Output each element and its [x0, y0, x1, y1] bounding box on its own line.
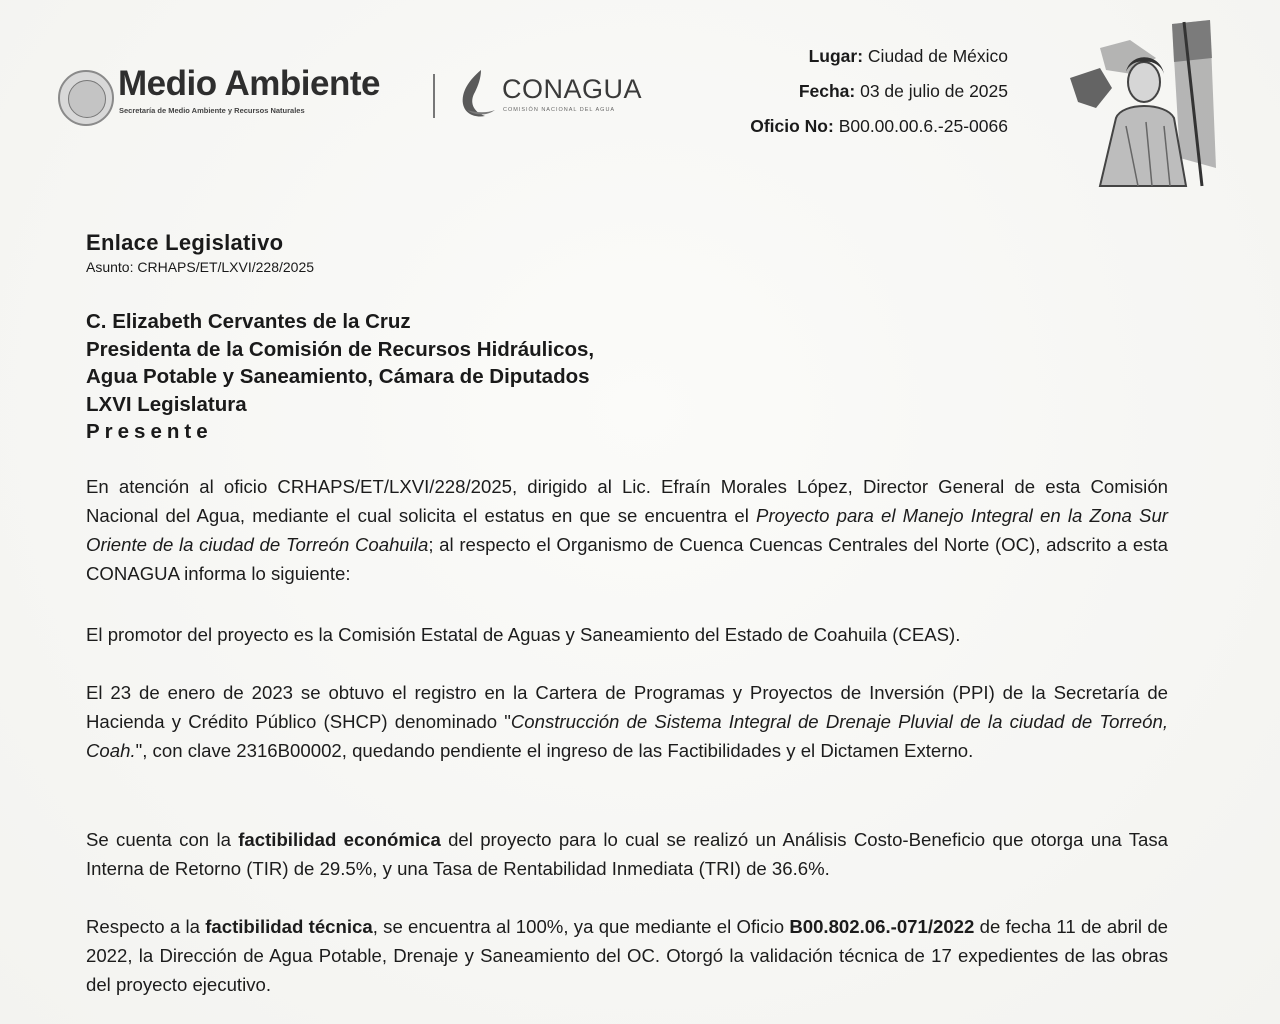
p2-text: El promotor del proyecto es la Comisión Estatal de Aguas y Saneamiento del Estado de Coahuila (CEAS).	[86, 624, 961, 645]
p3-project-name: Construcción de Sistema Integral de Drenaje Pluvial de la ciudad de Torreón, Coah.	[86, 711, 1168, 761]
medio-ambiente-subtitle: Secretaría de Medio Ambiente y Recursos Naturales	[119, 106, 305, 115]
p1-text-a: En atención al oficio CRHAPS/ET/LXVI/228/2025, dirigido al Lic. Efraín Morales López, Director General de esta Comisión Nacional del Agua, mediante el cual solicita el estatus en que se encuentra el	[86, 476, 1168, 526]
p1-project-name: Proyecto para el Manejo Integral en la Zona Sur Oriente de la ciudad de Torreón Coahuila	[86, 505, 1168, 555]
p4-bold-term: factibilidad económica	[238, 829, 441, 850]
oficio-line	[750, 116, 1008, 137]
p3-text-b: ", con clave 2316B00002, quedando pendiente el ingreso de las Factibilidades y el Dictamen Externo.	[135, 740, 974, 761]
heroine-flag-illustration	[1060, 18, 1226, 188]
greeting: Presente	[86, 420, 213, 443]
p5-text-a: Respecto a la	[86, 916, 206, 937]
p1-text-b: ; al respecto el Organismo de Cuenca Cuencas Centrales del Norte (OC), adscrito a esta CONAGUA informa lo siguiente:	[86, 534, 1168, 584]
addressee-role-2: Agua Potable y Saneamiento, Cámara de Diputados	[86, 365, 590, 388]
p5-text-c: de fecha 11 de abril de 2022, la Dirección de Agua Potable, Drenaje y Saneamiento del OC. Otorgó la validación técnica de 17 expedientes de las obras del proyecto ejecutivo.	[86, 916, 1168, 995]
p3-text-a: El 23 de enero de 2023 se obtuvo el registro en la Cartera de Programas y Proyectos de Inversión (PPI) de la Secretaría de Hacienda y Crédito Público (SHCP) denominado "	[86, 682, 1168, 732]
oficio-label: Oficio No:	[750, 116, 834, 136]
p4-text-b: del proyecto para lo cual se realizó un Análisis Costo-Beneficio que otorga una Tasa Interna de Retorno (TIR) de 29.5%, y una Tasa de Rentabilidad Inmediata (TRI) de 36.6%.	[86, 829, 1168, 879]
p5-text-b: , se encuentra al 100%, ya que mediante el Oficio	[372, 916, 790, 937]
oficio-value: B00.00.00.6.-25-0066	[838, 116, 1008, 136]
lugar-line	[809, 46, 1008, 67]
conagua-logo: CONAGUA	[502, 74, 643, 104]
p5-bold-term: factibilidad técnica	[205, 916, 373, 937]
fecha-value: 03 de julio de 2025	[860, 81, 1008, 101]
medio-ambiente-logo: Medio Ambiente	[118, 64, 380, 103]
lugar-label: Lugar:	[808, 46, 864, 66]
addressee-name: C. Elizabeth Cervantes de la Cruz	[86, 310, 411, 333]
asunto-line: Asunto: CRHAPS/ET/LXVI/228/2025	[86, 259, 315, 275]
paragraph-5	[86, 912, 1168, 999]
lugar-value: Ciudad de México	[867, 46, 1008, 66]
addressee-legislature: LXVI Legislatura	[86, 393, 247, 416]
conagua-drop-icon	[455, 66, 497, 120]
conagua-subtitle: COMISIÓN NACIONAL DEL AGUA	[503, 107, 616, 113]
mexico-seal-icon	[58, 70, 114, 126]
paragraph-4	[86, 825, 1168, 883]
fecha-line	[799, 81, 1008, 102]
section-title: Enlace Legislativo	[86, 230, 284, 255]
fecha-label: Fecha:	[798, 81, 856, 101]
p5-oficio-ref: B00.802.06.-071/2022	[789, 916, 975, 937]
paragraph-2	[86, 620, 1168, 649]
paragraph-1	[86, 472, 1168, 588]
p4-text-a: Se cuenta con la	[86, 829, 239, 850]
addressee-role-1: Presidenta de la Comisión de Recursos Hidráulicos,	[86, 338, 595, 361]
logo-divider	[433, 74, 435, 118]
paragraph-3	[86, 678, 1168, 765]
